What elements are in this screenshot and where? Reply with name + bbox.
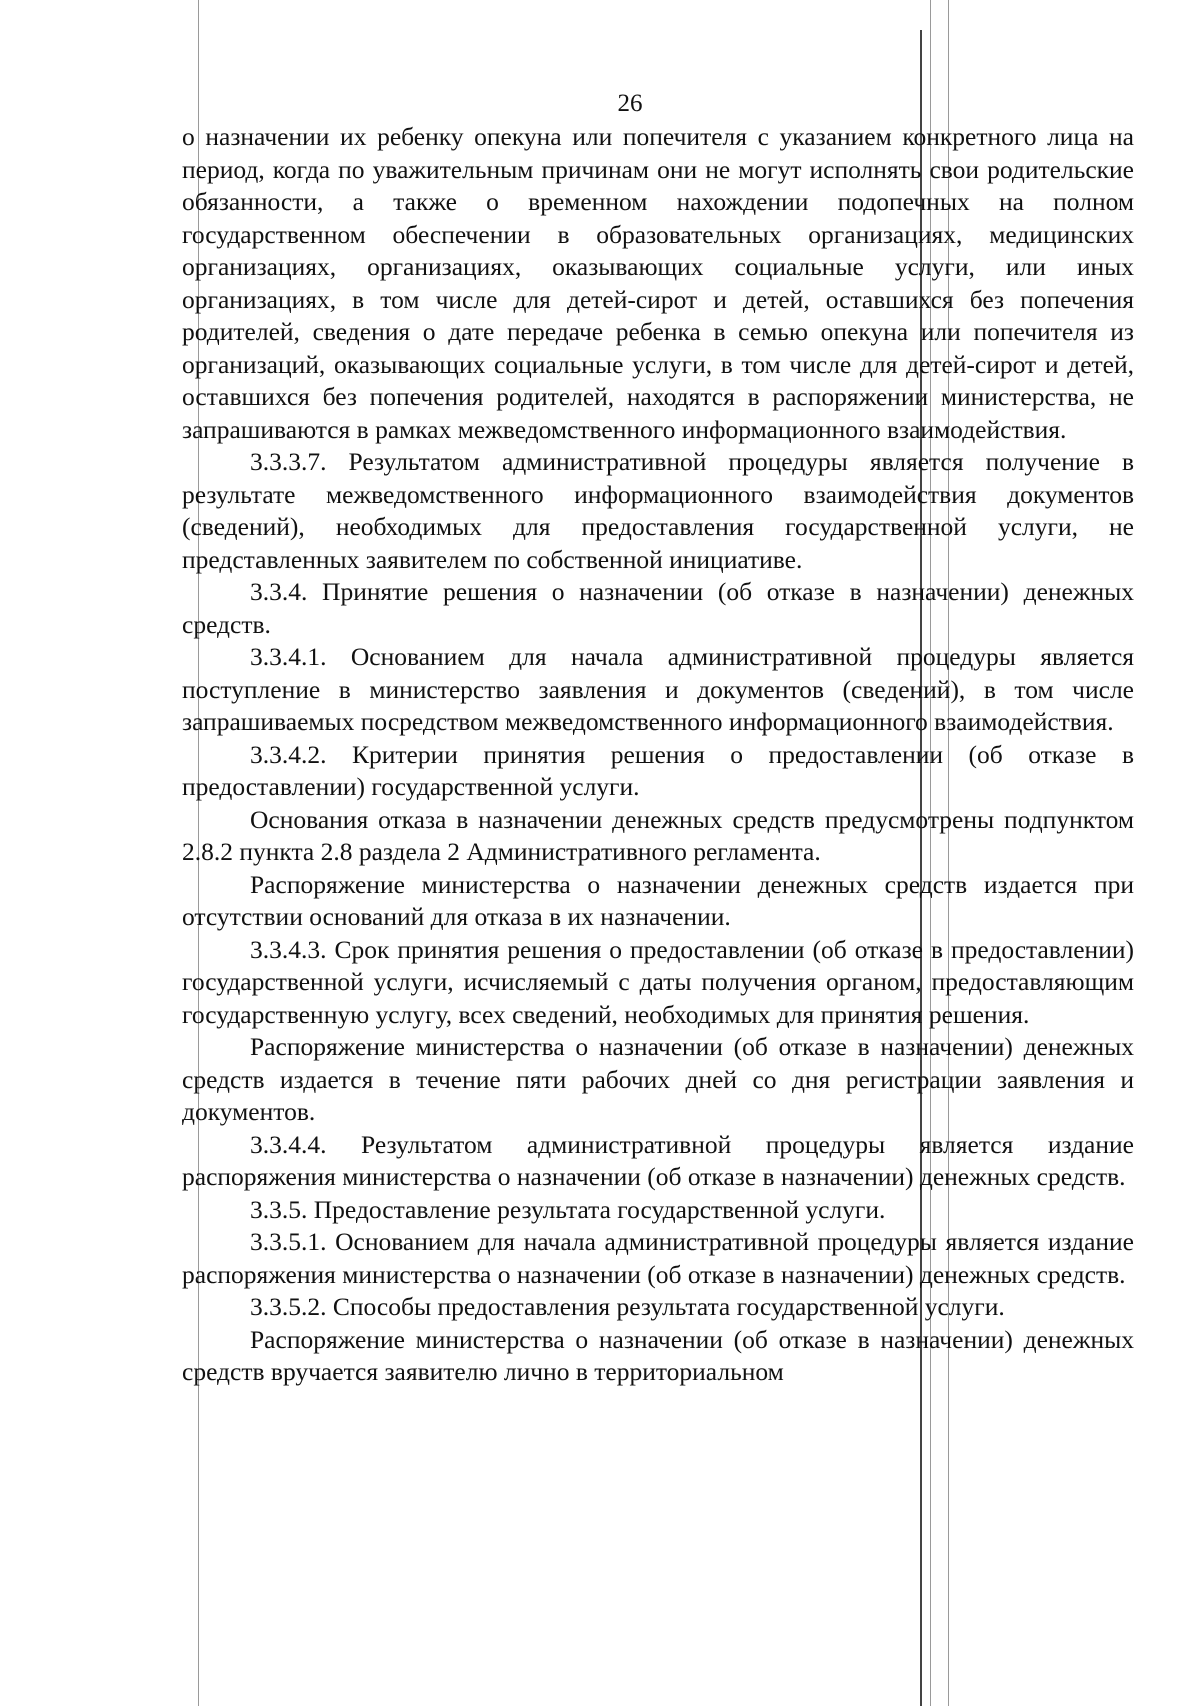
- paragraph: 3.3.4.3. Срок принятия решения о предоставлении (об отказе в предоставлении) государственной услуги, исчисляемый с даты получения органом, предоставляющим государственную услугу, всех сведений, необходимых для принятия решения.: [182, 934, 1134, 1029]
- paragraph: 3.3.3.7. Результатом административной процедуры является получение в результате межведомственного информационного взаимодействия документов (сведений), необходимых для предоставления государственной услуги, не представленных заявителем по собственной инициативе.: [182, 447, 1134, 574]
- paragraph: Основания отказа в назначении денежных средств предусмотрены подпунктом 2.8.2 пункта 2.8 раздела 2 Административного регламента.: [182, 804, 1134, 866]
- paragraph: 3.3.5.2. Способы предоставления результата государственной услуги.: [250, 1292, 1005, 1321]
- document-body: [182, 121, 1134, 1389]
- paragraph: Распоряжение министерства о назначении (об отказе в назначении) денежных средств издается в течение пяти рабочих дней со дня регистрации заявления и документов.: [182, 1032, 1134, 1126]
- paragraph: Распоряжение министерства о назначении (об отказе в назначении) денежных средств вручается заявителю лично в территориальном: [182, 1324, 1134, 1386]
- paragraph: 3.3.5. Предоставление результата государственной услуги.: [250, 1194, 886, 1224]
- paragraph: 3.3.4. Принятие решения о назначении (об отказе в назначении) денежных средств.: [182, 577, 1134, 639]
- paragraph: о назначении их ребенку опекуна или попечителя с указанием конкретного лица на период, когда по уважительным причинам они не могут исполнять свои родительские обязанности, а также о временном нахождении подопечных на полном государственном обеспечении в образовательных организациях, медицинских организациях, организациях, оказывающих социальные услуги, или иных организациях, в том числе для детей-сирот и детей, оставшихся без попечения родителей, сведения о дате передаче ребенка в семью опекуна или попечителя из организаций, оказывающих социальные услуги, в том числе для детей-сирот и детей, оставшихся без попечения родителей, находятся в распоряжении министерства, не запрашиваются в рамках межведомственного информационного взаимодействия.: [182, 122, 1134, 444]
- paragraph: 3.3.4.1. Основанием для начала административной процедуры является поступление в министерство заявления и документов (сведений), в том числе запрашиваемых посредством межведомственного информационного взаимодействия.: [182, 642, 1134, 736]
- paragraph: 3.3.4.2. Критерии принятия решения о предоставлении (об отказе в предоставлении) государственной услуги.: [182, 739, 1134, 801]
- page-number: 26: [617, 90, 643, 117]
- paragraph: 3.3.4.4. Результатом административной процедуры является издание распоряжения министерства о назначении (об отказе в назначении) денежных средств.: [182, 1129, 1134, 1191]
- paragraph: Распоряжение министерства о назначении денежных средств издается при отсутствии оснований для отказа в их назначении.: [182, 869, 1134, 931]
- paragraph: 3.3.5.1. Основанием для начала административной процедуры является издание распоряжения министерства о назначении (об отказе в назначении) денежных средств.: [182, 1227, 1134, 1289]
